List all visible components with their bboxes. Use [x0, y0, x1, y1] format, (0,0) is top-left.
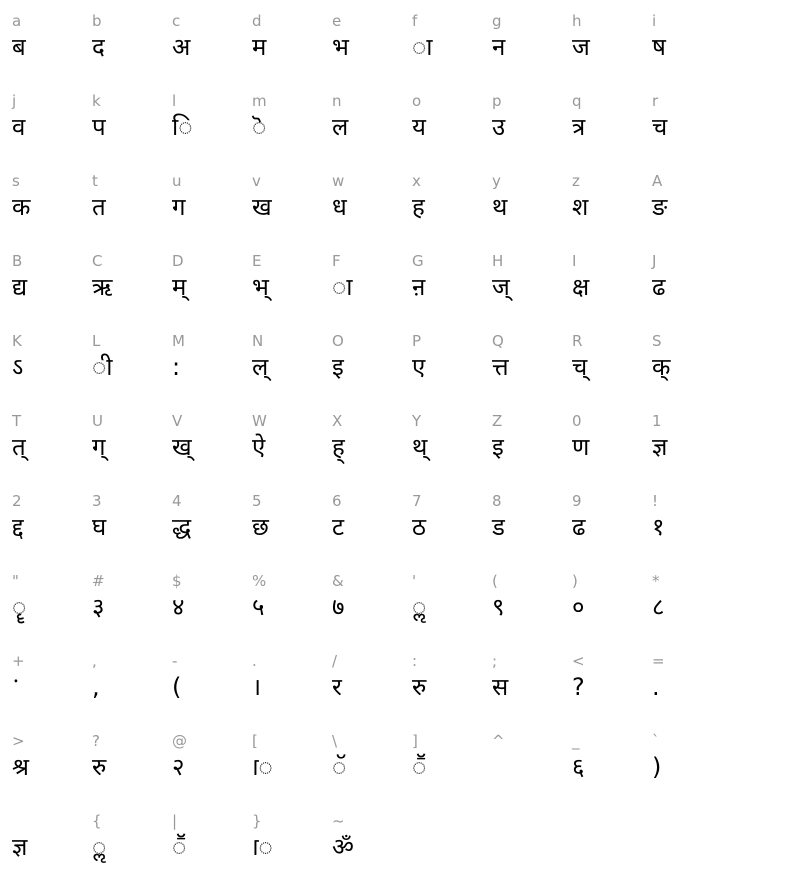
char-cell[interactable] — [248, 484, 328, 564]
char-cell[interactable] — [568, 644, 648, 724]
char-glyph: ॢ — [412, 593, 427, 621]
char-glyph: अ — [172, 33, 191, 61]
char-cell[interactable] — [408, 644, 488, 724]
char-key-label: 6 — [332, 492, 342, 510]
char-glyph: त् — [12, 433, 26, 461]
char-cell[interactable] — [328, 644, 408, 724]
char-cell[interactable] — [488, 564, 568, 644]
char-key-label: o — [412, 92, 422, 110]
char-glyph: ३ — [92, 593, 105, 621]
char-cell[interactable] — [88, 244, 168, 324]
char-glyph: म् — [172, 273, 187, 301]
char-cell[interactable] — [648, 244, 728, 324]
char-key-label: ' — [412, 572, 417, 590]
char-glyph: भ् — [252, 273, 269, 301]
char-key-label: y — [492, 172, 501, 190]
char-key-label: x — [412, 172, 421, 190]
char-key-label: , — [92, 652, 97, 670]
char-key-label: K — [12, 332, 22, 350]
char-cell[interactable] — [648, 84, 728, 164]
char-cell[interactable] — [248, 724, 328, 804]
char-cell[interactable] — [408, 484, 488, 564]
char-key-label: G — [412, 252, 424, 270]
char-glyph: व — [12, 113, 26, 141]
char-cell[interactable] — [248, 564, 328, 644]
char-glyph: , — [92, 673, 100, 701]
char-key-label: ; — [492, 652, 498, 670]
char-glyph: द्ध — [172, 513, 192, 541]
char-glyph: ० — [572, 593, 585, 621]
char-cell[interactable] — [88, 564, 168, 644]
char-cell[interactable] — [168, 84, 248, 164]
char-key-label: + — [12, 652, 25, 670]
char-glyph: ण — [572, 433, 590, 461]
char-key-label: C — [92, 252, 103, 270]
char-cell[interactable] — [568, 84, 648, 164]
char-key-label: n — [332, 92, 342, 110]
char-key-label: 4 — [172, 492, 182, 510]
char-cell[interactable] — [168, 724, 248, 804]
char-glyph: ॆ — [252, 113, 267, 141]
char-key-label: ] — [412, 732, 418, 750]
char-glyph: ऐ — [252, 433, 266, 461]
char-glyph: ऩ — [412, 273, 426, 301]
char-cell[interactable] — [88, 164, 168, 244]
char-cell[interactable] — [248, 4, 328, 84]
char-cell[interactable] — [488, 84, 568, 164]
char-cell[interactable] — [328, 724, 408, 804]
char-key-label: % — [252, 572, 267, 590]
char-glyph: ॎ — [252, 753, 273, 781]
char-key-label: r — [652, 92, 659, 110]
char-key-label: > — [12, 732, 25, 750]
char-key-label: H — [492, 252, 504, 270]
char-glyph: ख् — [172, 433, 192, 461]
char-key-label: 9 — [572, 492, 582, 510]
char-glyph: द — [92, 33, 105, 61]
char-glyph: छ — [252, 513, 269, 541]
char-key-label: h — [572, 12, 582, 30]
char-cell[interactable] — [8, 324, 88, 404]
char-cell[interactable] — [408, 324, 488, 404]
char-key-label: t — [92, 172, 98, 190]
char-glyph: इ — [492, 433, 504, 461]
char-glyph: ढ — [652, 273, 666, 301]
char-glyph: ५ — [252, 593, 265, 621]
char-glyph: : — [172, 353, 181, 381]
char-cell[interactable] — [248, 404, 328, 484]
char-key-label: d — [252, 12, 262, 30]
char-key-label: p — [492, 92, 502, 110]
char-cell[interactable] — [408, 4, 488, 84]
char-cell[interactable] — [568, 724, 648, 804]
char-key-label: q — [572, 92, 582, 110]
char-cell[interactable] — [648, 724, 728, 804]
char-glyph: रु — [412, 673, 427, 701]
char-key-label: O — [332, 332, 344, 350]
char-key-label: ? — [92, 732, 100, 750]
char-key-label: _ — [572, 732, 580, 750]
char-key-label: A — [652, 172, 663, 190]
char-key-label: W — [252, 412, 267, 430]
char-key-label: e — [332, 12, 342, 30]
char-cell[interactable] — [168, 804, 248, 884]
char-glyph: द्य — [12, 273, 28, 301]
char-glyph: ध — [332, 193, 347, 221]
char-glyph: ए — [412, 353, 426, 381]
char-cell[interactable] — [488, 404, 568, 484]
char-cell[interactable] — [328, 164, 408, 244]
char-cell[interactable] — [568, 4, 648, 84]
char-cell[interactable] — [328, 484, 408, 564]
char-cell[interactable] — [408, 164, 488, 244]
char-cell[interactable] — [488, 4, 568, 84]
char-glyph: श्र — [12, 753, 29, 781]
char-key-label: R — [572, 332, 583, 350]
char-glyph: प — [92, 113, 106, 141]
char-key-label: c — [172, 12, 181, 30]
char-glyph: ॄ — [12, 593, 27, 621]
char-key-label: ( — [492, 572, 498, 590]
char-cell[interactable] — [168, 244, 248, 324]
char-cell[interactable] — [648, 564, 728, 644]
char-cell[interactable] — [8, 244, 88, 324]
char-glyph: १ — [652, 513, 665, 541]
char-key-label: B — [12, 252, 23, 270]
char-glyph: ठ — [412, 513, 426, 541]
char-cell[interactable] — [88, 804, 168, 884]
char-glyph: स — [492, 673, 509, 701]
char-glyph: य — [412, 113, 426, 141]
char-glyph: द्द — [12, 513, 24, 541]
char-glyph: ॱ — [12, 673, 20, 701]
char-cell[interactable] — [648, 644, 728, 724]
char-key-label: { — [92, 812, 102, 830]
char-key-label: } — [252, 812, 262, 830]
char-key-label: V — [172, 412, 183, 430]
char-cell[interactable] — [248, 164, 328, 244]
char-glyph: श — [572, 193, 589, 221]
char-glyph: रु — [92, 753, 107, 781]
char-key-label: u — [172, 172, 182, 190]
char-cell[interactable] — [8, 164, 88, 244]
char-key-label: / — [332, 652, 338, 670]
char-key-label: . — [252, 652, 257, 670]
char-key-label: J — [652, 252, 657, 270]
char-glyph: र — [332, 673, 342, 701]
char-glyph: ८ — [652, 593, 665, 621]
char-cell[interactable] — [568, 244, 648, 324]
char-key-label: * — [652, 572, 660, 590]
char-key-label: 1 — [652, 412, 662, 430]
char-glyph: ख — [252, 193, 272, 221]
char-key-label: ~ — [332, 812, 345, 830]
char-glyph: ) — [652, 753, 662, 781]
char-glyph: ब — [12, 33, 26, 61]
char-key-label: & — [332, 572, 344, 590]
char-cell[interactable] — [248, 644, 328, 724]
char-cell[interactable] — [8, 484, 88, 564]
char-cell[interactable] — [648, 324, 728, 404]
char-glyph: ढ — [572, 513, 586, 541]
char-key-label: 7 — [412, 492, 422, 510]
char-glyph: । — [252, 673, 262, 701]
char-glyph: २ — [172, 753, 185, 781]
char-glyph: ि — [172, 113, 193, 141]
char-cell[interactable] — [488, 484, 568, 564]
char-glyph: घ — [92, 513, 107, 541]
char-key-label: N — [252, 332, 264, 350]
char-glyph: च् — [572, 353, 588, 381]
char-glyph: ड — [492, 513, 505, 541]
char-cell[interactable] — [8, 84, 88, 164]
char-key-label: f — [412, 12, 418, 30]
char-glyph: इ — [332, 353, 344, 381]
char-glyph: त — [92, 193, 106, 221]
char-key-label: = — [652, 652, 665, 670]
char-cell[interactable] — [328, 84, 408, 164]
char-cell[interactable] — [88, 724, 168, 804]
char-cell[interactable] — [168, 404, 248, 484]
char-cell[interactable] — [488, 644, 568, 724]
char-key-label: l — [172, 92, 177, 110]
char-glyph: च — [652, 113, 668, 141]
char-glyph: म — [252, 33, 267, 61]
char-cell[interactable] — [328, 404, 408, 484]
char-glyph: ॐ — [332, 833, 354, 861]
char-key-label: < — [572, 652, 585, 670]
char-glyph: ल् — [252, 353, 269, 381]
char-cell[interactable] — [168, 324, 248, 404]
char-cell[interactable] — [568, 164, 648, 244]
char-cell[interactable] — [248, 804, 328, 884]
char-glyph: ज — [572, 33, 590, 61]
char-glyph: त्र — [572, 113, 586, 141]
char-cell[interactable] — [568, 564, 648, 644]
char-cell[interactable] — [488, 244, 568, 324]
char-cell[interactable] — [8, 404, 88, 484]
char-cell[interactable] — [8, 4, 88, 84]
char-cell[interactable] — [328, 564, 408, 644]
char-cell[interactable] — [88, 84, 168, 164]
char-key-label: P — [412, 332, 422, 350]
char-glyph: ज्ञ — [12, 833, 28, 861]
char-cell[interactable] — [248, 324, 328, 404]
char-key-label: i — [652, 12, 657, 30]
char-glyph: ह् — [332, 433, 345, 461]
char-glyph: ा — [412, 33, 433, 61]
char-cell[interactable] — [408, 244, 488, 324]
char-key-label: k — [92, 92, 101, 110]
char-cell[interactable] — [568, 324, 648, 404]
char-cell[interactable] — [488, 724, 568, 804]
char-glyph: भ — [332, 33, 349, 61]
char-glyph: ऽ — [12, 353, 24, 381]
char-key-label: j — [12, 92, 17, 110]
char-key-label: M — [172, 332, 185, 350]
char-glyph: ( — [172, 673, 182, 701]
char-glyph: ग् — [92, 433, 106, 461]
char-glyph: ॢ — [92, 833, 107, 861]
char-key-label: w — [332, 172, 345, 190]
char-key-label: b — [92, 12, 102, 30]
char-glyph: ७ — [332, 593, 345, 621]
char-cell[interactable] — [88, 4, 168, 84]
char-glyph: ॕ — [172, 833, 187, 861]
char-key-label: ! — [652, 492, 659, 510]
char-key-label: 2 — [12, 492, 22, 510]
char-key-label: m — [252, 92, 267, 110]
char-key-label: g — [492, 12, 502, 30]
char-glyph: ६ — [572, 753, 585, 781]
char-glyph: . — [652, 673, 660, 701]
char-glyph: ल — [332, 113, 349, 141]
char-key-label: ` — [652, 732, 660, 750]
char-key-label: - — [172, 652, 178, 670]
char-key-label: s — [12, 172, 20, 190]
char-key-label: $ — [172, 572, 182, 590]
char-key-label: Z — [492, 412, 503, 430]
char-key-label: X — [332, 412, 343, 430]
char-cell[interactable] — [8, 564, 88, 644]
char-key-label: @ — [172, 732, 187, 750]
char-cell[interactable] — [648, 404, 728, 484]
char-key-label: | — [172, 812, 178, 830]
char-glyph: ष — [652, 33, 666, 61]
char-cell[interactable] — [168, 4, 248, 84]
char-cell[interactable] — [328, 324, 408, 404]
char-key-label: ^ — [492, 732, 505, 750]
char-cell[interactable] — [88, 404, 168, 484]
char-glyph: ङ — [652, 193, 668, 221]
char-cell[interactable] — [648, 164, 728, 244]
char-cell[interactable] — [8, 804, 88, 884]
char-cell[interactable] — [648, 484, 728, 564]
char-key-label: ) — [572, 572, 578, 590]
char-glyph: क् — [652, 353, 671, 381]
char-key-label: E — [252, 252, 262, 270]
char-key-label: # — [92, 572, 105, 590]
char-key-label: Y — [412, 412, 422, 430]
char-cell[interactable] — [328, 4, 408, 84]
char-cell[interactable] — [248, 244, 328, 324]
char-cell[interactable] — [88, 484, 168, 564]
char-cell[interactable] — [328, 804, 408, 884]
char-key-label: " — [12, 572, 19, 590]
char-cell[interactable] — [168, 564, 248, 644]
char-key-label: [ — [252, 732, 258, 750]
char-cell[interactable] — [568, 484, 648, 564]
char-cell[interactable] — [488, 324, 568, 404]
char-cell[interactable] — [408, 724, 488, 804]
char-cell[interactable] — [88, 644, 168, 724]
char-cell[interactable] — [88, 324, 168, 404]
char-cell[interactable] — [328, 244, 408, 324]
char-cell[interactable] — [408, 84, 488, 164]
char-glyph: ा — [332, 273, 353, 301]
char-glyph: ग — [172, 193, 186, 221]
char-cell[interactable] — [408, 404, 488, 484]
char-glyph: ट — [332, 513, 345, 541]
char-key-label: D — [172, 252, 184, 270]
char-glyph: ॕ — [412, 753, 427, 781]
char-glyph: त्त — [492, 353, 509, 381]
char-glyph: क — [12, 193, 31, 221]
char-glyph: ज्ञ — [652, 433, 668, 461]
char-cell[interactable] — [648, 4, 728, 84]
char-glyph: ॎ — [252, 833, 273, 861]
char-glyph: ४ — [172, 593, 185, 621]
char-key-label: a — [12, 12, 22, 30]
char-glyph: ी — [92, 353, 113, 381]
char-key-label: 0 — [572, 412, 582, 430]
char-glyph: ज् — [492, 273, 510, 301]
char-key-label: 8 — [492, 492, 502, 510]
char-key-label: v — [252, 172, 261, 190]
char-glyph: ? — [572, 673, 585, 701]
char-glyph: न — [492, 33, 506, 61]
char-glyph: ऋ — [92, 273, 113, 301]
char-glyph: ९ — [492, 593, 505, 621]
char-glyph: क्ष — [572, 273, 590, 301]
char-key-label: : — [412, 652, 418, 670]
char-cell[interactable] — [248, 84, 328, 164]
char-key-label: T — [12, 412, 22, 430]
char-key-label: I — [572, 252, 577, 270]
char-cell[interactable] — [168, 644, 248, 724]
char-key-label: Q — [492, 332, 504, 350]
char-cell[interactable] — [8, 644, 88, 724]
char-cell[interactable] — [8, 724, 88, 804]
char-cell[interactable] — [408, 564, 488, 644]
char-cell[interactable] — [168, 164, 248, 244]
char-cell[interactable] — [568, 404, 648, 484]
char-glyph: उ — [492, 113, 506, 141]
char-key-label: z — [572, 172, 580, 190]
char-glyph: थ् — [412, 433, 428, 461]
char-key-label: S — [652, 332, 662, 350]
char-cell[interactable] — [168, 484, 248, 564]
char-cell[interactable] — [488, 164, 568, 244]
char-key-label: \ — [332, 732, 338, 750]
char-key-label: 3 — [92, 492, 102, 510]
char-glyph: ॅ — [332, 753, 347, 781]
char-glyph: ह — [412, 193, 425, 221]
char-key-label: 5 — [252, 492, 262, 510]
char-key-label: F — [332, 252, 341, 270]
char-key-label: L — [92, 332, 101, 350]
char-glyph: थ — [492, 193, 508, 221]
char-key-label: U — [92, 412, 103, 430]
